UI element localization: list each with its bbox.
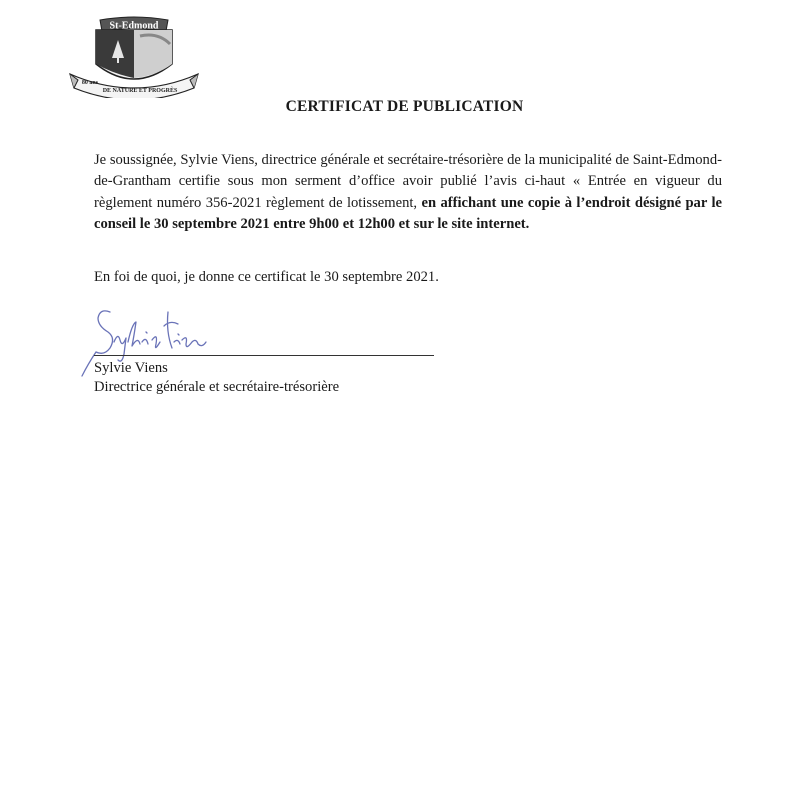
certificate-bold-text: en affichant une copie à l’endroit désigné par le conseil le 30 septembre 2021 entre 9h00 et 12h00 et sur le site internet. [94, 194, 722, 233]
logo-ribbon-prefix: 80 ans [81, 80, 99, 86]
closing-statement: En foi de quoi, je donne ce certificat le 30 septembre 2021. [94, 269, 439, 285]
page-title: CERTIFICAT DE PUBLICATION [285, 98, 524, 115]
municipality-logo [66, 14, 202, 98]
logo-ribbon-text: DE NATURE ET PROGRÈS [102, 88, 178, 94]
signatory-title: Directrice générale et secrétaire-trésorière [94, 379, 340, 395]
certificate-paragraph [94, 150, 722, 236]
signatory-name: Sylvie Viens [94, 360, 168, 376]
certificate-text: Je soussignée, Sylvie Viens, directrice générale et secrétaire-trésorière de la municipalité de Saint-Edmond-de-Grantham certifie sous mon serment d’office avoir publié l’avis ci-haut « Entrée en vigueur du règlement numéro 356-2021 règlement de lotissement, [94, 152, 722, 211]
signature-line [94, 355, 434, 356]
logo-name: St-Edmond [109, 20, 159, 32]
